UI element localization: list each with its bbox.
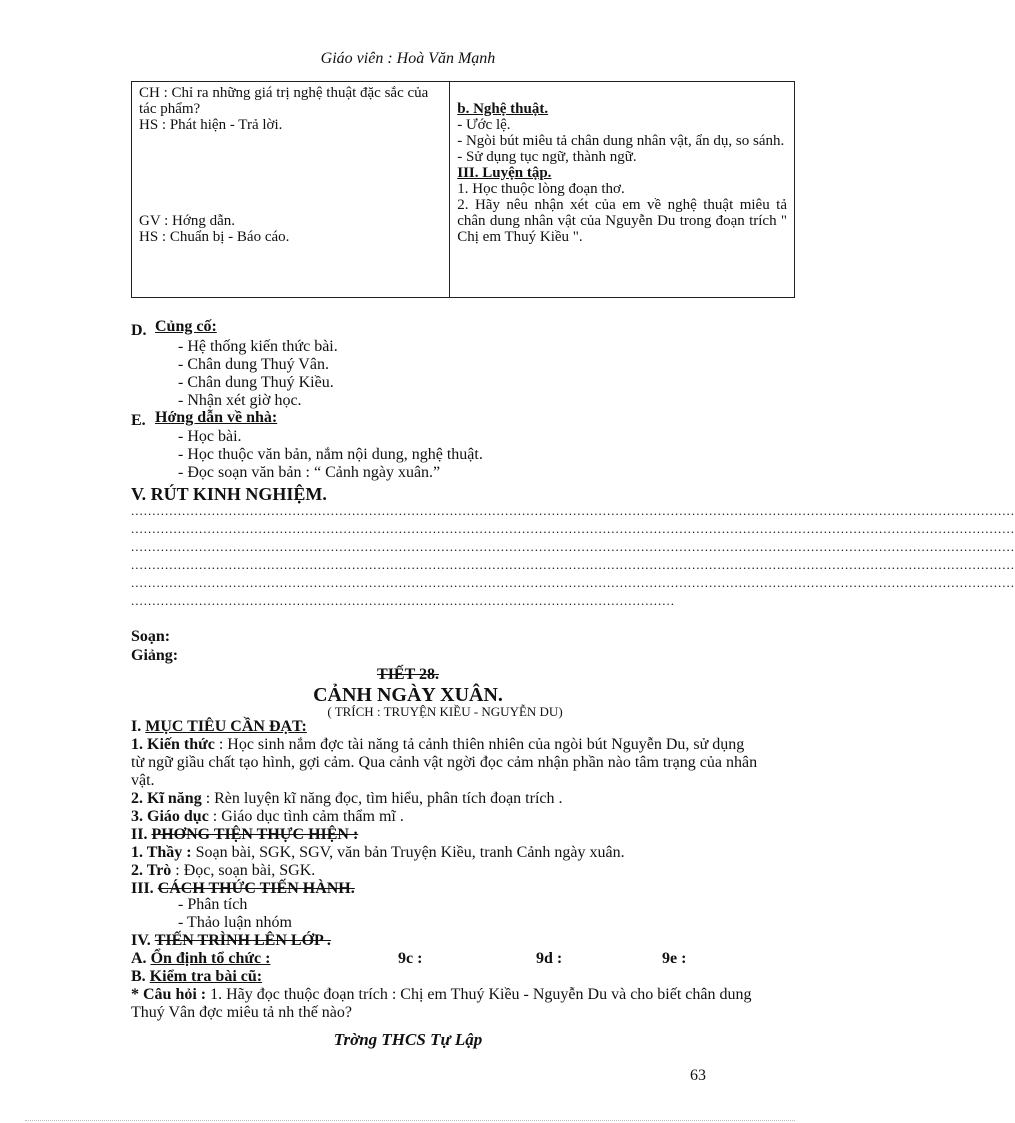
table-right-cell (450, 82, 795, 298)
bottom-rule (25, 1120, 795, 1121)
giang-label: Giảng: (131, 647, 179, 664)
art-item: - Ước lệ. (457, 117, 511, 133)
practice-heading: III. Luyện tập. (457, 165, 552, 181)
question-paragraph: * Câu hỏi : 1. Hãy đọc thuộc đoạn trích : Chị em Thuý Kiều - Nguyễn Du và cho biết chân dung Thuý Vân đợc miêu tả nh thế nào? (131, 986, 752, 1021)
list-item: - Học thuộc văn bản, nắm nội dung, nghệ thuật. (178, 446, 483, 463)
lesson-subtitle: ( TRÍCH : TRUYỆN KIỀU - NGUYỄN DU) (327, 704, 563, 719)
practice-item: 2. Hãy nêu nhận xét của em về nghệ thuật miêu tả chân dung nhân vật của Nguyễn Du trong đoạn trích " Chị em Thuý Kiều ". (457, 197, 787, 245)
section-ii-title: PHƠNG TIỆN THỰC HIỆN : (151, 826, 359, 843)
dotted-line: ................................................................................................................................................................................................................ (131, 539, 1015, 554)
list-item: - Chân dung Thuý Vân. (178, 356, 329, 373)
section-v-title: V. RÚT KINH NGHIỆM. (131, 484, 327, 504)
section-e-letter: E. (131, 412, 146, 429)
dotted-line: ................................................................................................................................................................................................................ (131, 575, 1015, 590)
section-d-letter: D. (131, 322, 147, 339)
page-header: Giáo viên : Hoà Văn Mạnh (320, 50, 496, 67)
list-item: - Thảo luận nhóm (178, 914, 292, 931)
page-footer: Trờng THCS Tự Lập (333, 1030, 483, 1049)
answer-line: HS : Phát hiện - Trả lời. (139, 117, 283, 133)
class-order-line: A. Ổn định tổ chức : (131, 950, 271, 967)
list-item: - Hệ thống kiến thức bài. (178, 338, 338, 355)
table-row (132, 82, 795, 298)
page-number: 63 (690, 1067, 706, 1084)
skills-line: 2. Kĩ năng : Rèn luyện kĩ năng đọc, tìm hiểu, phân tích đoạn trích . (131, 790, 563, 807)
list-item: - Chân dung Thuý Kiều. (178, 374, 334, 391)
student-prep-line: 2. Trò : Đọc, soạn bài, SGK. (131, 862, 316, 879)
lesson-number: TIẾT 28. (377, 666, 439, 683)
list-item: - Học bài. (178, 428, 242, 445)
art-heading: b. Nghệ thuật. (457, 101, 549, 117)
review-heading: B. Kiểm tra bài cũ: (131, 968, 263, 985)
art-item: - Sử dụng tục ngữ, thành ngữ. (457, 149, 637, 165)
class-9d: 9d : (536, 950, 563, 967)
education-line: 3. Giáo dục : Giáo dục tình cảm thẩm mĩ . (131, 808, 404, 825)
dotted-line: ................................................................................................................................ (131, 593, 675, 608)
class-9c: 9c : (398, 950, 423, 967)
soan-label: Soạn: (131, 628, 171, 645)
list-item: - Đọc soạn văn bản : “ Cảnh ngày xuân.” (178, 464, 441, 481)
class-9e: 9e : (662, 950, 687, 967)
dotted-line: ................................................................................................................................................................................................................ (131, 503, 1015, 518)
section-ii-heading: II. PHƠNG TIỆN THỰC HIỆN : (131, 826, 359, 843)
section-i-heading: I. MỤC TIÊU CẦN ĐẠT: (131, 718, 307, 735)
list-item: - Phân tích (178, 896, 248, 913)
section-iv-title: TIẾN TRÌNH LÊN LỚP . (154, 932, 331, 949)
section-iv-heading: IV. TIẾN TRÌNH LÊN LỚP . (131, 932, 331, 949)
art-item: - Ngòi bút miêu tả chân dung nhân vật, ẩn dụ, so sánh. (457, 133, 785, 149)
teacher-line: GV : Hớng dẫn. (139, 213, 235, 229)
teacher-prep-line: 1. Thầy : Soạn bài, SGK, SGV, văn bản Truyện Kiều, tranh Cảnh ngày xuân. (131, 844, 625, 861)
question-line: CH : Chỉ ra những giá trị nghệ thuật đặc sắc của tác phẩm? (139, 85, 429, 117)
lesson-title: CẢNH NGÀY XUÂN. (313, 684, 503, 706)
section-e-title: Hớng dẫn về nhà: (155, 409, 278, 426)
knowledge-paragraph: 1. Kiến thức : Học sinh nắm đợc tài năng tả cảnh thiên nhiên của ngòi bút Nguyễn Du, sử dụng từ ngữ giầu chất tạo hình, gợi cảm. Qua cảnh vật ngời đọc cảm nhận phần nào tâm trạng của nhân vật. (131, 736, 758, 789)
lesson-table (131, 81, 795, 298)
dotted-line: ................................................................................................................................................................................................................ (131, 557, 1015, 572)
section-iii-heading: III. CÁCH THỨC TIẾN HÀNH. (131, 880, 355, 897)
list-item: - Nhận xét giờ học. (178, 392, 302, 409)
practice-item: 1. Học thuộc lòng đoạn thơ. (457, 181, 625, 197)
dotted-line: ................................................................................................................................................................................................................ (131, 521, 1015, 536)
student-line: HS : Chuẩn bị - Báo cáo. (139, 229, 290, 245)
table-left-cell (132, 82, 450, 298)
section-iii-title: CÁCH THỨC TIẾN HÀNH. (157, 880, 355, 897)
section-d-title: Củng cố: (155, 318, 217, 335)
section-i-title: MỤC TIÊU CẦN ĐẠT: (145, 718, 307, 735)
